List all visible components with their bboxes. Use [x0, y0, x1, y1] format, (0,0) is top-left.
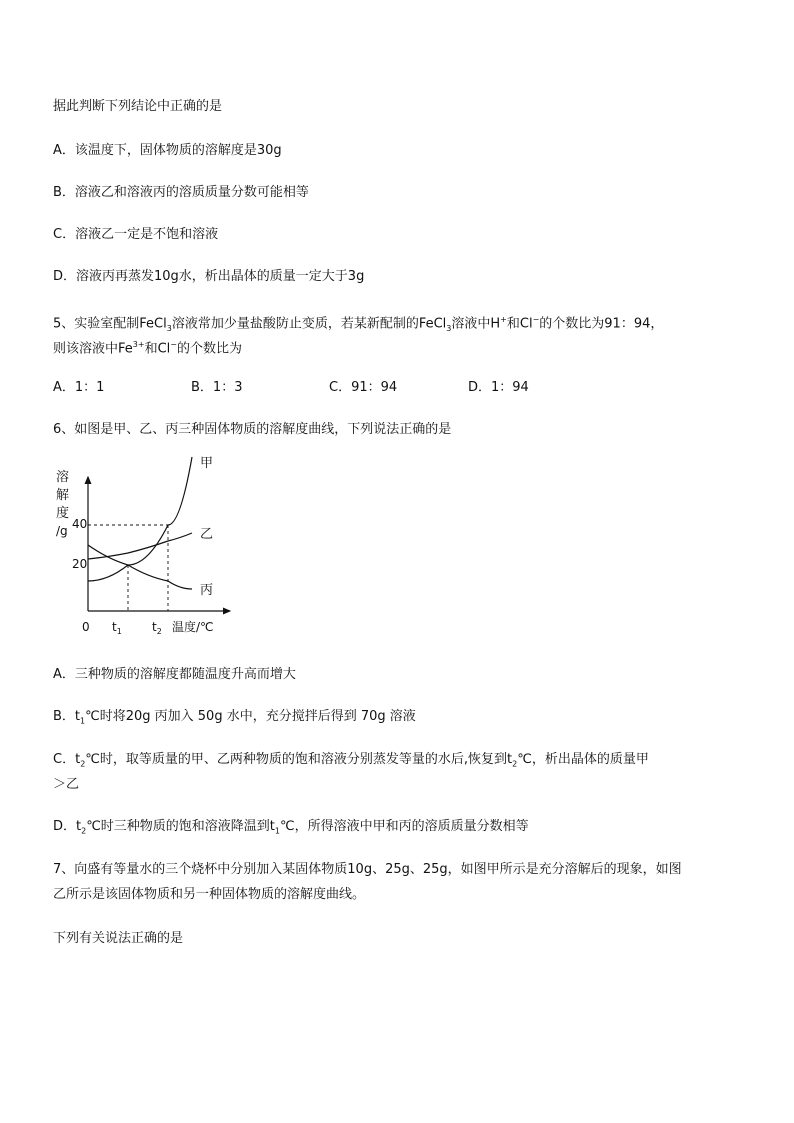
series-label-1: 甲 [200, 456, 214, 471]
q4-option-c: C．溶液乙一定是不饱和溶液 [53, 227, 219, 242]
q4-option-a: A．该温度下，固体物质的溶解度是30g [53, 143, 282, 158]
x-axis-label: 温度/℃ [172, 620, 214, 634]
y-label-char-2: 解 [56, 488, 70, 503]
y-tick-40: 40 [72, 517, 88, 531]
q5-option-c: C．91：94 [329, 380, 398, 395]
q6-option-c-line1: C．$t_2℃$时，取等质量的甲、乙两种物质的饱和溶液分别蒸发等量的水后,恢复到$t_2℃$，析出晶体的质量甲 [53, 752, 649, 769]
y-label-char-1: 溶 [56, 470, 70, 485]
intro-text: 据此判断下列结论中正确的是 [53, 99, 223, 114]
curves [88, 457, 192, 589]
q7-stem-line1: 7、向盛有等量水的三个烧杯中分别加入某固体物质10g、25g、25g，如图甲所示是充分溶解后的现象，如图 [53, 862, 682, 877]
q5-option-d: D．1：94 [468, 380, 529, 395]
q5-option-b: B．1：3 [191, 380, 243, 395]
series-label-3: 丙 [200, 583, 214, 598]
q7-stem-line2: 乙所示是该固体物质和另一种固体物质的溶解度曲线。 [53, 887, 366, 902]
curve-1 [88, 457, 192, 581]
y-tick-20: 20 [72, 557, 88, 571]
x-tick-t1: $t_1$ [112, 620, 122, 636]
q4-option-d: D．溶液丙再蒸发10g水，析出晶体的质量一定大于3g [53, 269, 365, 284]
q4-option-b: B．溶液乙和溶液丙的溶质质量分数可能相等 [53, 185, 309, 200]
q5-stem-line2: 则该溶液中$Fe^{3+}$和Cl−的个数比为 [53, 340, 242, 357]
q6-option-a: A．三种物质的溶解度都随温度升高而增大 [53, 667, 296, 682]
q6-option-d: D．$t_2℃$时三种物质的饱和溶液降温到$t_1℃$，所得溶液中甲和丙的溶质质量分数相等 [53, 819, 529, 836]
guide-lines [88, 525, 168, 611]
x-tick-t2: $t_2$ [152, 620, 162, 636]
x-tick-0: 0 [82, 620, 90, 634]
y-label-unit: /g [56, 524, 68, 538]
curve-3 [88, 545, 192, 589]
q7-stem-line3: 下列有关说法正确的是 [53, 931, 184, 946]
y-label-char-3: 度 [56, 506, 70, 521]
solubility-chart [50, 456, 240, 645]
series-labels [200, 456, 213, 598]
q5-stem-line1: 5、实验室配制FeCl$_3$溶液常加少量盐酸防止变质，若某新配制的FeCl$_3$溶液中H+和Cl−的个数比为91：94， [53, 315, 664, 333]
q6-option-b: B．$t_1℃$时将20g 丙加入 50g 水中，充分搅拌后得到 70g 溶液 [53, 709, 416, 726]
series-label-2: 乙 [200, 527, 214, 542]
q6-stem: 6、如图是甲、乙、丙三种固体物质的溶解度曲线，下列说法正确的是 [53, 422, 452, 437]
q5-option-a: A．1：1 [53, 380, 105, 395]
q6-option-c-line2: ＞乙 [53, 777, 80, 792]
